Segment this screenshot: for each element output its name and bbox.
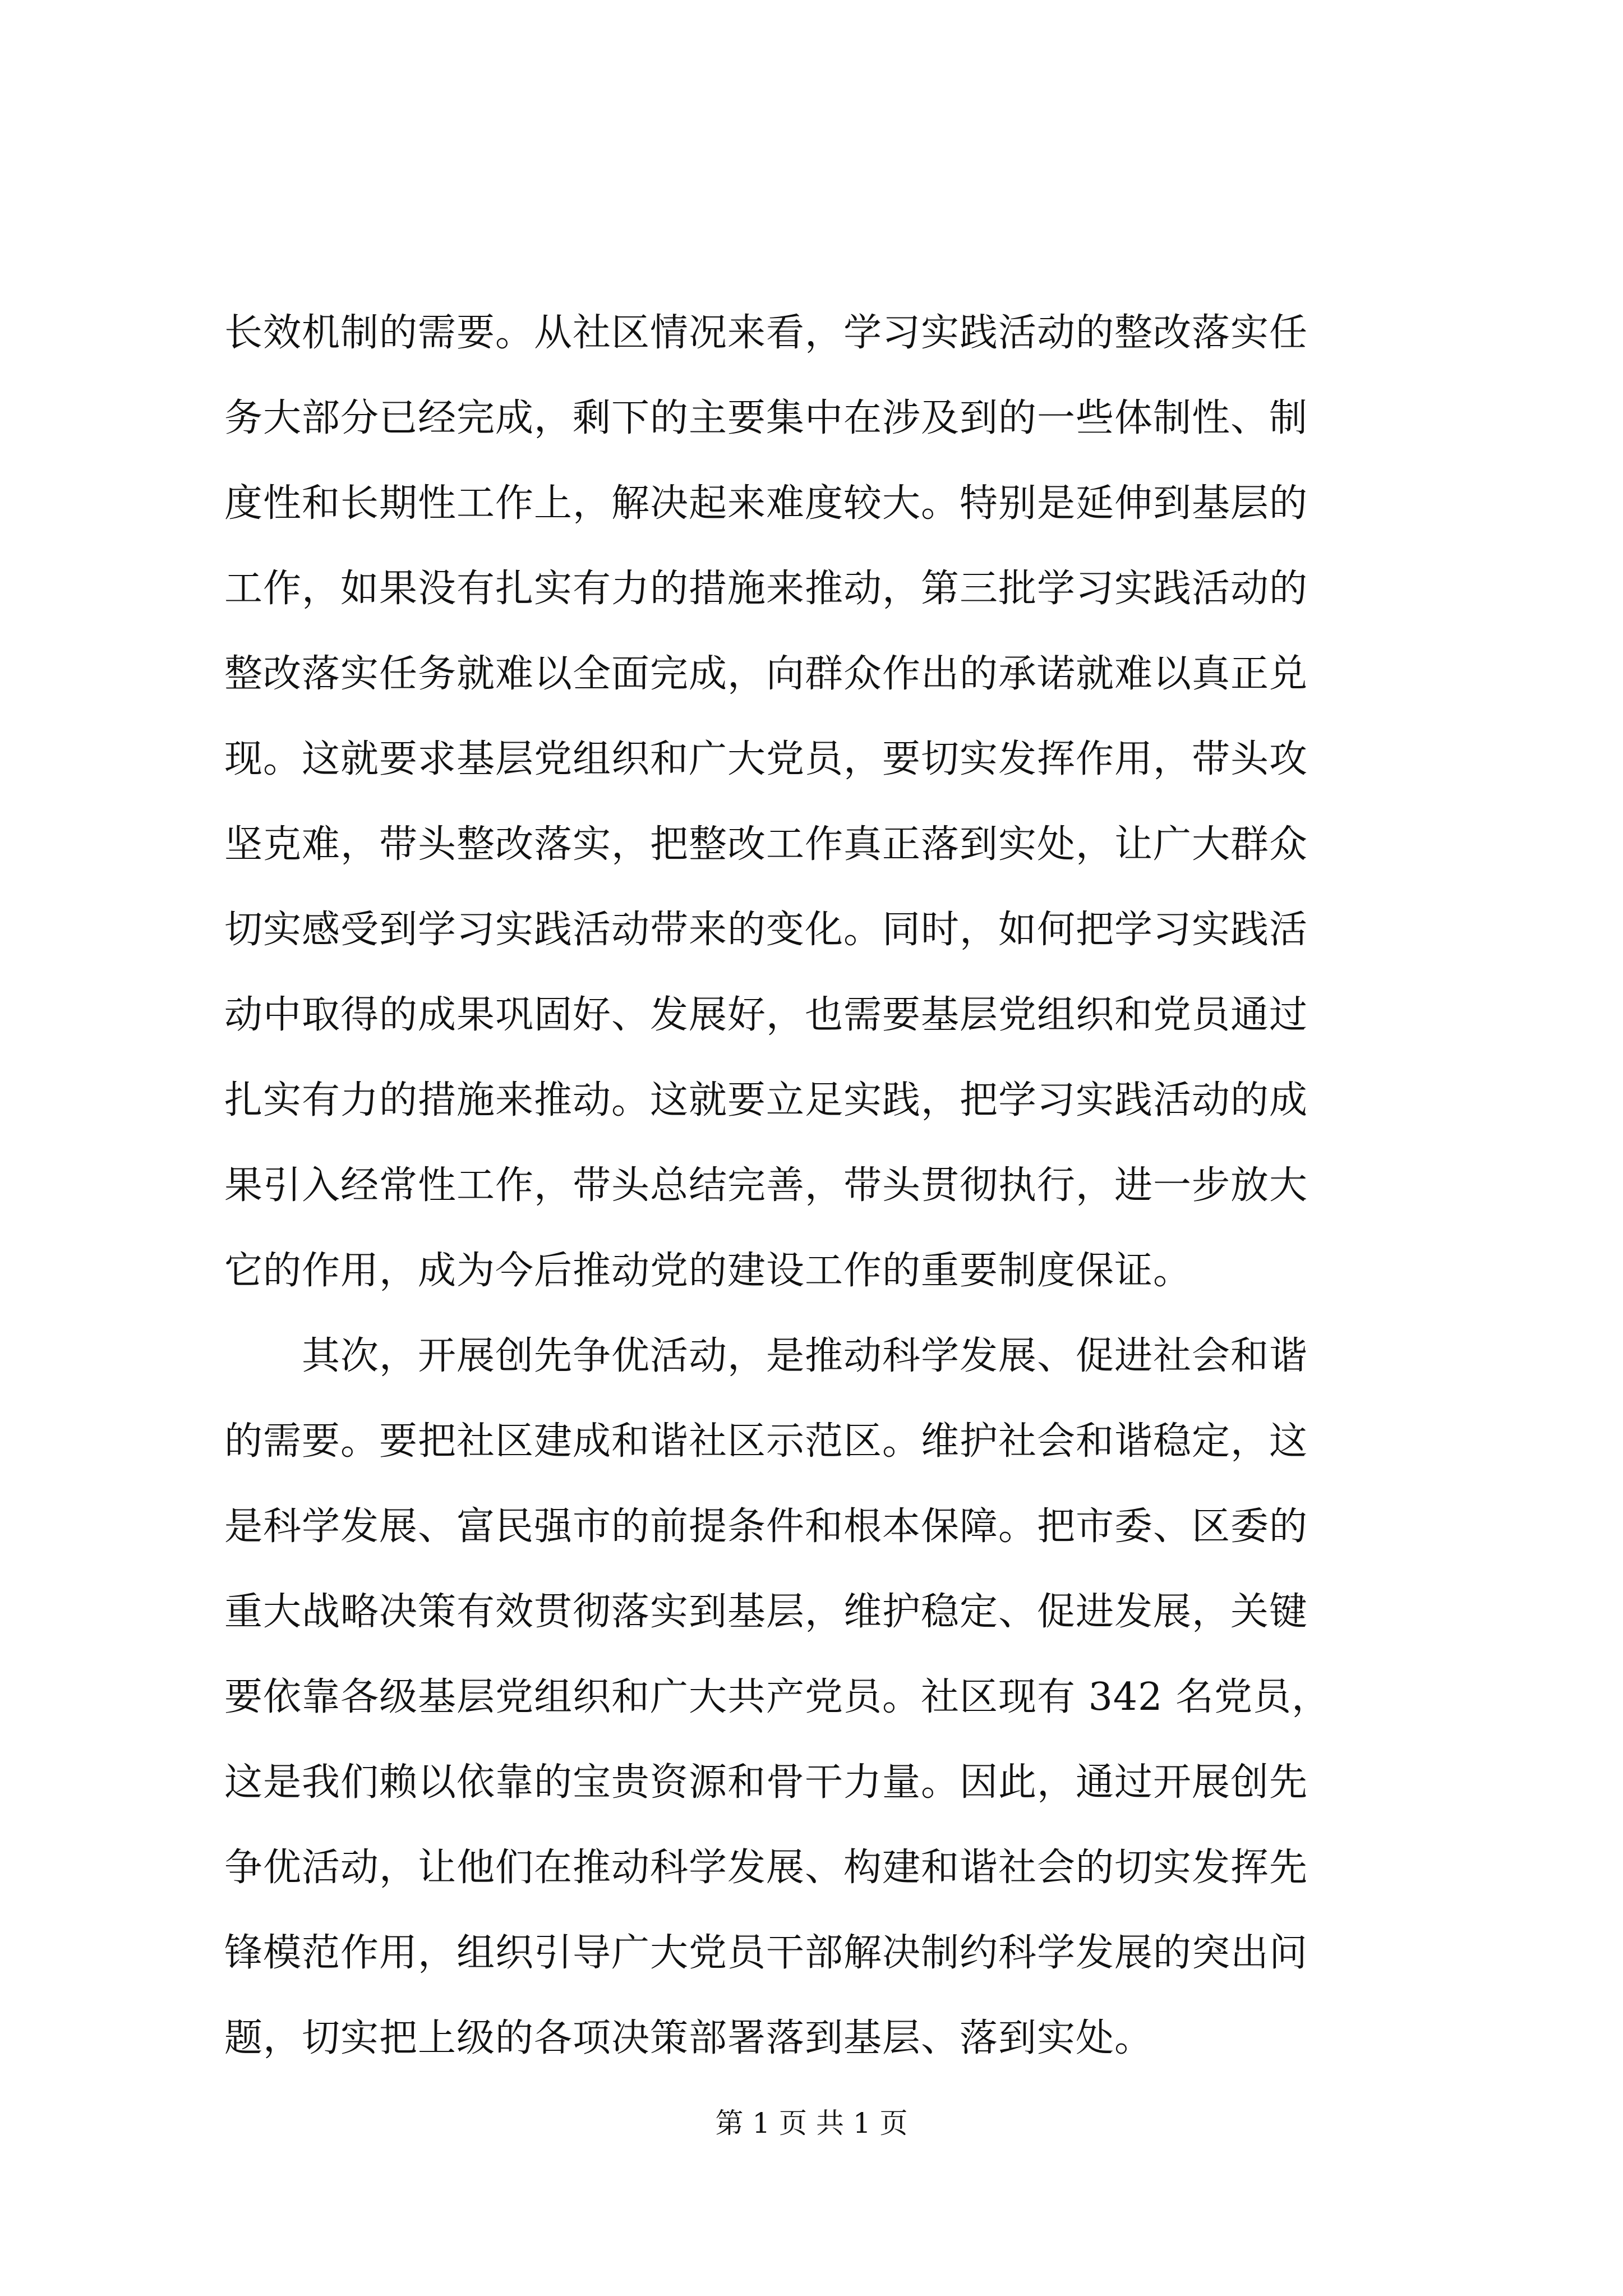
text-line: 度性和长期性工作上，解决起来难度较大。特别是延伸到基层的 xyxy=(224,481,1308,526)
text-line: 是科学发展、富民强市的前提条件和根本保障。把市委、区委的 xyxy=(224,1504,1308,1549)
text-line: 整改落实任务就难以全面完成，向群众作出的承诺就难以真正兑 xyxy=(224,652,1308,696)
text-line: 坚克难，带头整改落实，把整改工作真正落到实处，让广大群众 xyxy=(224,822,1308,867)
text-line: 要依靠各级基层党组织和广大共产党员。社区现有 342 名党员， xyxy=(224,1675,1331,1719)
text-line: 争优活动，让他们在推动科学发展、构建和谐社会的切实发挥先 xyxy=(224,1846,1308,1890)
text-line: 动中取得的成果巩固好、发展好，也需要基层党组织和党员通过 xyxy=(224,993,1308,1037)
text-line: 这是我们赖以依靠的宝贵资源和骨干力量。因此，通过开展创先 xyxy=(224,1760,1308,1805)
text-line: 工作，如果没有扎实有力的措施来推动，第三批学习实践活动的 xyxy=(224,567,1308,611)
page-number: 第 1 页 共 1 页 xyxy=(715,2107,908,2139)
text-line: 果引入经常性工作，带头总结完善，带头贯彻执行，进一步放大 xyxy=(224,1163,1308,1208)
text-line: 锋模范作用，组织引导广大党员干部解决制约科学发展的突出问 xyxy=(224,1931,1308,1975)
text-line: 的需要。要把社区建成和谐社区示范区。维护社会和谐稳定，这 xyxy=(224,1419,1308,1464)
text-line: 重大战略决策有效贯彻落实到基层，维护稳定、促进发展，关键 xyxy=(224,1590,1308,1634)
text-line: 它的作用，成为今后推动党的建设工作的重要制度保证。 xyxy=(224,1249,1192,1293)
document-body xyxy=(224,291,1408,2081)
text-line: 扎实有力的措施来推动。这就要立足实践，把学习实践活动的成 xyxy=(224,1078,1308,1122)
text-line: 务大部分已经完成，剩下的主要集中在涉及到的一些体制性、制 xyxy=(224,396,1308,440)
text-line: 现。这就要求基层党组织和广大党员，要切实发挥作用，带头攻 xyxy=(224,737,1308,781)
text-line: 其次，开展创先争优活动，是推动科学发展、促进社会和谐 xyxy=(224,1334,1308,1378)
text-line: 切实感受到学习实践活动带来的变化。同时，如何把学习实践活 xyxy=(224,908,1308,952)
text-line: 长效机制的需要。从社区情况来看，学习实践活动的整改落实任 xyxy=(224,311,1308,355)
text-line: 题，切实把上级的各项决策部署落到基层、落到实处。 xyxy=(224,2016,1154,2060)
